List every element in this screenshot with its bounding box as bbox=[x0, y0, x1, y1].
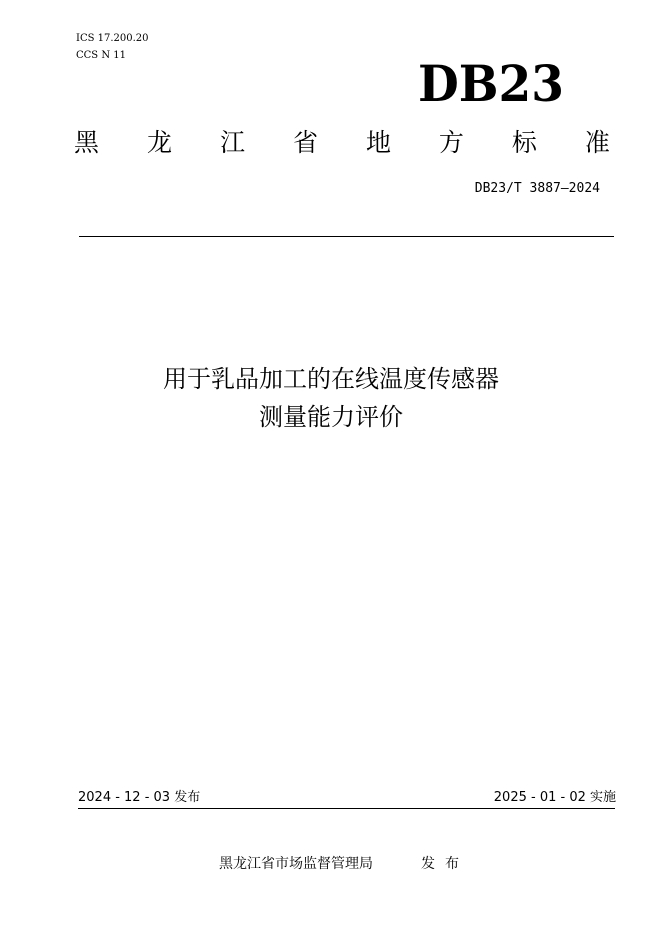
ccs-code: CCS N 11 bbox=[76, 50, 126, 61]
issuing-authority: 黑龙江省市场监督管理局 bbox=[219, 856, 373, 872]
document-title-line-1: 用于乳品加工的在线温度传感器 bbox=[163, 365, 499, 393]
bottom-divider bbox=[78, 808, 615, 809]
issue-date: 2024 - 12 - 03 发布 bbox=[78, 790, 201, 805]
implementation-date: 2025 - 01 - 02 实施 bbox=[493, 790, 616, 805]
standard-type-char: 地 bbox=[365, 128, 391, 157]
standard-type-char: 方 bbox=[438, 128, 464, 157]
logo-text: DB23 bbox=[418, 56, 564, 108]
standard-type-char: 黑 bbox=[74, 128, 100, 157]
ics-code: ICS 17.200.20 bbox=[76, 33, 149, 44]
issue-action: 发布 bbox=[421, 856, 469, 872]
standard-type-char: 龙 bbox=[146, 128, 172, 157]
standard-type-heading bbox=[74, 126, 610, 160]
db23-logo bbox=[418, 56, 566, 108]
standard-type-char: 准 bbox=[584, 128, 610, 157]
document-title-line-2: 测量能力评价 bbox=[259, 403, 403, 431]
standard-type-char: 江 bbox=[219, 128, 245, 157]
standard-type-char: 标 bbox=[511, 128, 537, 157]
standard-code: DB23/T 3887—2024 bbox=[474, 181, 600, 196]
standard-type-char: 省 bbox=[292, 128, 318, 157]
top-divider bbox=[79, 236, 614, 237]
